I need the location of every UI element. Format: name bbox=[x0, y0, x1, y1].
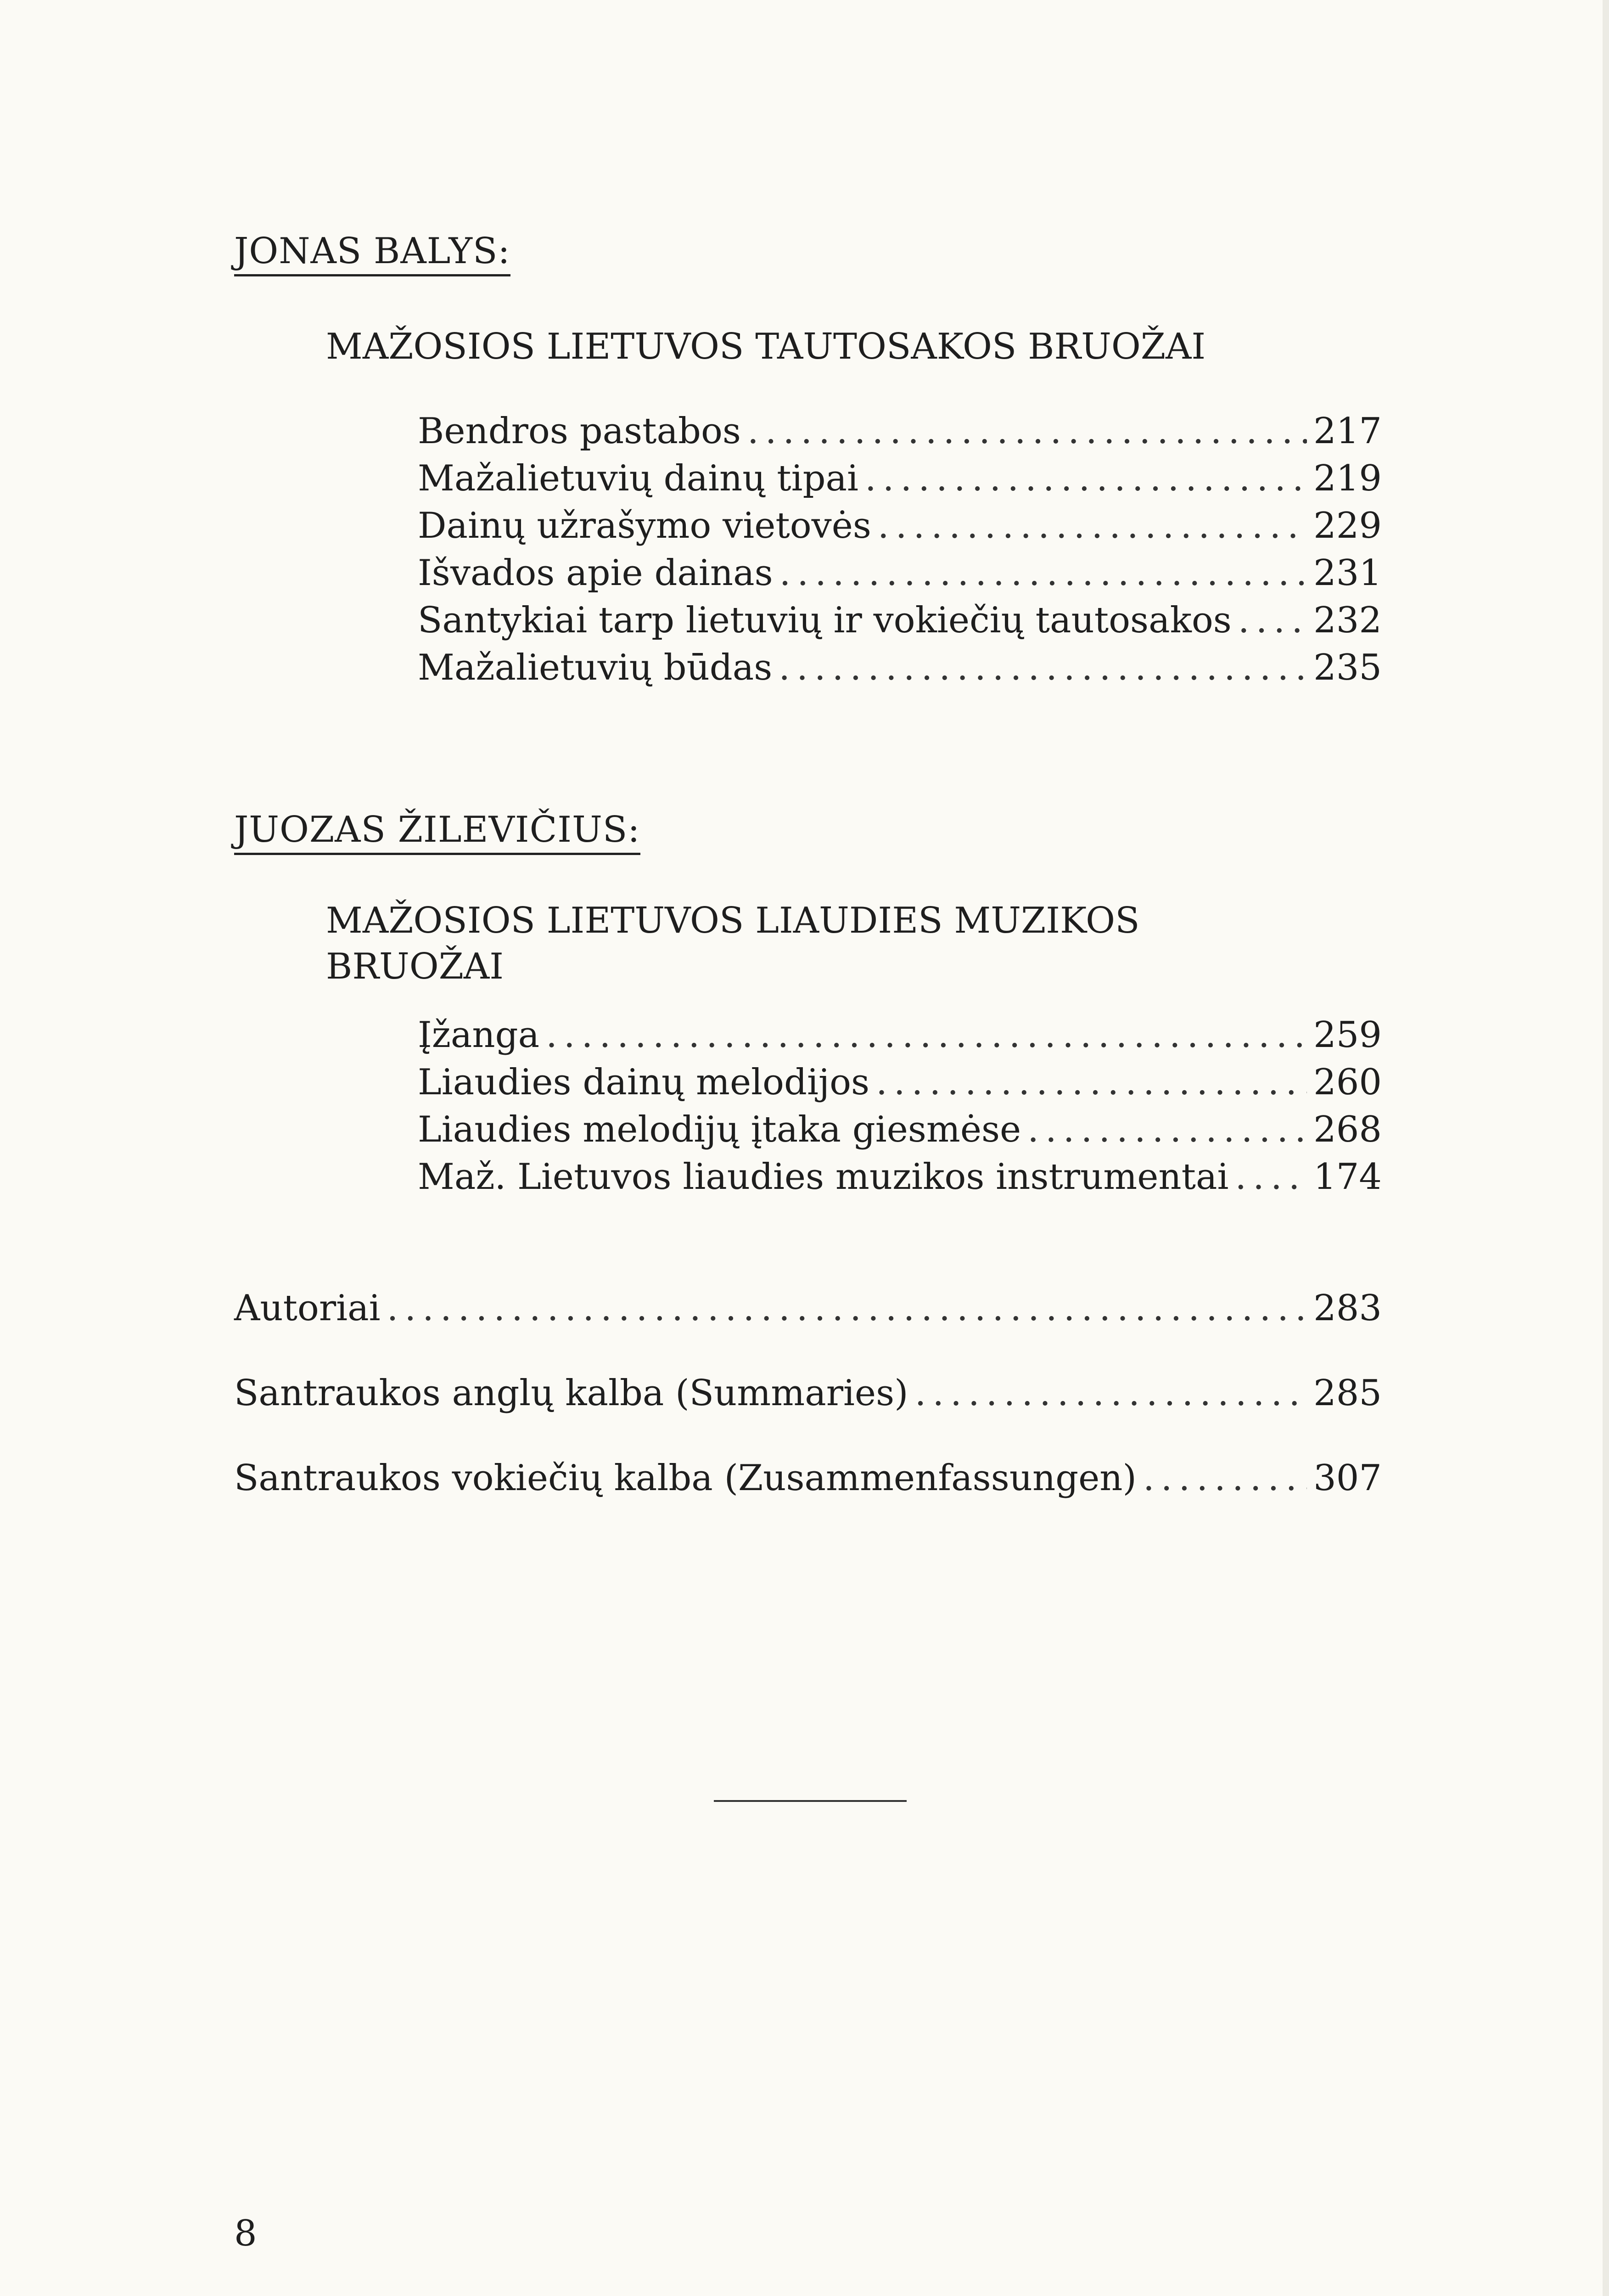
toc-entry-page: 259 bbox=[1313, 1014, 1382, 1056]
toc-entry-label: Santraukos anglų kalba (Summaries) bbox=[234, 1373, 908, 1414]
toc-entry-label: Liaudies dainų melodijos bbox=[418, 1062, 870, 1103]
dot-leader bbox=[876, 1064, 1307, 1100]
dot-leader bbox=[546, 1017, 1307, 1053]
toc-entry-label: Liaudies melodijų įtaka giesmėse bbox=[418, 1109, 1021, 1150]
toc-entry[interactable] bbox=[418, 1062, 1382, 1103]
toc-entry-page: 235 bbox=[1313, 647, 1382, 688]
toc-entry[interactable] bbox=[418, 647, 1382, 688]
toc-entry[interactable] bbox=[418, 552, 1382, 594]
dot-leader bbox=[915, 1375, 1307, 1411]
page-edge bbox=[1603, 0, 1609, 2296]
dot-leader bbox=[387, 1290, 1307, 1326]
dot-leader bbox=[779, 555, 1307, 591]
toc-entry[interactable] bbox=[418, 458, 1382, 499]
toc-entry-page: 219 bbox=[1313, 458, 1382, 499]
section-title-line-2: BRUOŽAI bbox=[326, 946, 504, 987]
toc-entry-label: Santykiai tarp lietuvių ir vokiečių tautosakos bbox=[418, 600, 1232, 641]
section-title: MAŽOSIOS LIETUVOS TAUTOSAKOS BRUOŽAI bbox=[326, 326, 1206, 367]
toc-entry-page: 217 bbox=[1313, 411, 1382, 452]
dot-leader bbox=[1027, 1112, 1307, 1148]
toc-entry-label: Bendros pastabos bbox=[418, 411, 741, 452]
dot-leader bbox=[779, 650, 1307, 686]
toc-entry[interactable] bbox=[418, 1109, 1382, 1150]
toc-entry[interactable] bbox=[418, 505, 1382, 546]
end-rule bbox=[714, 1800, 907, 1802]
toc-entry[interactable] bbox=[418, 600, 1382, 641]
page-number: 8 bbox=[234, 2213, 257, 2254]
toc-entry-page: 268 bbox=[1313, 1109, 1382, 1150]
toc-entry-page: 307 bbox=[1313, 1458, 1382, 1499]
toc-entry-label: Mažalietuvių būdas bbox=[418, 647, 773, 688]
dot-leader bbox=[878, 508, 1307, 544]
dot-leader bbox=[865, 461, 1307, 496]
toc-entry[interactable] bbox=[418, 411, 1382, 452]
toc-entry-label: Autoriai bbox=[234, 1288, 381, 1329]
dot-leader bbox=[1235, 1159, 1307, 1195]
toc-entry-label: Įžanga bbox=[418, 1014, 540, 1056]
toc-entry-authors[interactable] bbox=[234, 1288, 1382, 1329]
toc-entry-label: Santraukos vokiečių kalba (Zusammenfassungen) bbox=[234, 1458, 1137, 1499]
dot-leader bbox=[1238, 602, 1307, 638]
author-heading: JONAS BALYS: bbox=[234, 232, 510, 276]
section-title: MAŽOSIOS LIETUVOS LIAUDIES MUZIKOS bbox=[326, 900, 1140, 941]
toc-entry-page: 285 bbox=[1313, 1373, 1382, 1414]
toc-entry[interactable] bbox=[418, 1014, 1382, 1056]
toc-entry-summaries-english[interactable] bbox=[234, 1373, 1382, 1414]
toc-entry-page: 231 bbox=[1313, 552, 1382, 594]
toc-entry-page: 174 bbox=[1313, 1156, 1382, 1198]
toc-entry-label: Mažalietuvių dainų tipai bbox=[418, 458, 858, 499]
toc-entry-page: 229 bbox=[1313, 505, 1382, 546]
toc-entry-label: Išvados apie dainas bbox=[418, 552, 773, 594]
toc-entry[interactable] bbox=[418, 1156, 1382, 1198]
toc-entry-summaries-german[interactable] bbox=[234, 1458, 1382, 1499]
dot-leader bbox=[1143, 1460, 1307, 1496]
toc-entry-label: Maž. Lietuvos liaudies muzikos instrumentai bbox=[418, 1156, 1229, 1198]
author-heading: JUOZAS ŽILEVIČIUS: bbox=[234, 810, 640, 855]
dot-leader bbox=[747, 413, 1307, 449]
toc-entry-page: 232 bbox=[1313, 600, 1382, 641]
toc-entry-label: Dainų užrašymo vietovės bbox=[418, 505, 871, 546]
toc-entry-page: 260 bbox=[1313, 1062, 1382, 1103]
toc-entry-page: 283 bbox=[1313, 1288, 1382, 1329]
